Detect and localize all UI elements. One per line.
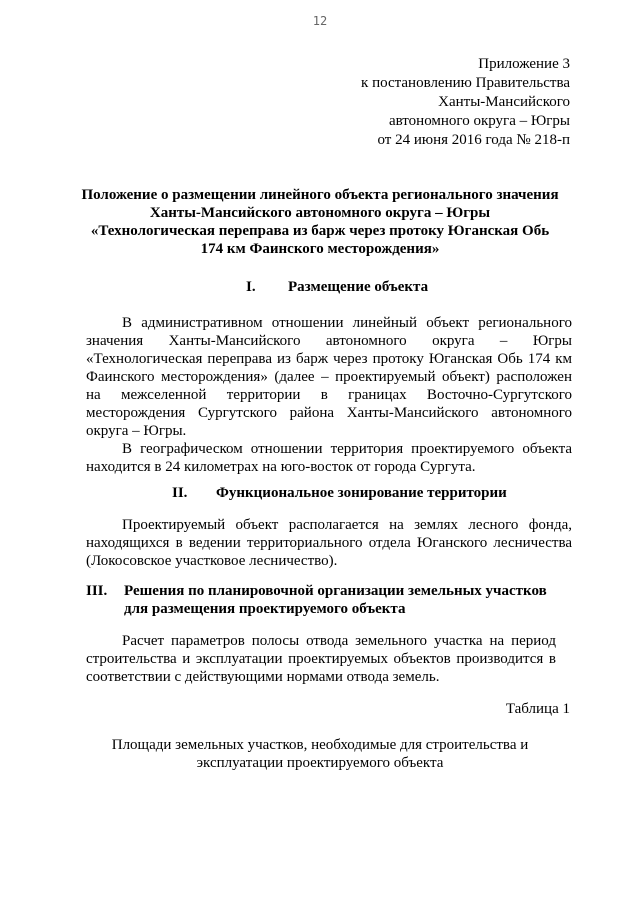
section-1-paragraph-2 xyxy=(86,440,572,476)
section-1-number: I. xyxy=(246,279,256,295)
title-line: 174 км Фаинского месторождения» xyxy=(200,241,440,257)
page-number: 12 xyxy=(312,14,328,28)
section-3-heading-continued xyxy=(124,600,405,618)
paragraph-line: Расчет параметров полосы отвода земельного участка на период xyxy=(122,633,556,649)
document-title xyxy=(60,186,580,258)
section-3-title-line-1: Решения по планировочной организации земельных участков xyxy=(124,583,547,599)
appendix-line: автономного округа – Югры xyxy=(388,113,570,129)
title-line: Положение о размещении линейного объекта регионального значения xyxy=(81,187,559,203)
section-3-heading xyxy=(86,582,547,600)
paragraph-line: (Локосовское участковое лесничество). xyxy=(86,553,338,569)
section-2-title: Функциональное зонирование территории xyxy=(216,485,507,501)
appendix-line: Ханты-Мансийского xyxy=(438,94,570,110)
paragraph-line: В географическом отношении территория проектируемого объекта xyxy=(122,441,572,457)
appendix-line: от 24 июня 2016 года № 218-п xyxy=(377,132,570,148)
section-2-paragraph-1 xyxy=(86,516,572,570)
title-line: Ханты-Мансийского автономного округа – Югры xyxy=(149,205,491,221)
paragraph-line: месторождения Сургутского района Ханты-Мансийского автономного xyxy=(86,405,572,421)
paragraph-line: строительства и эксплуатации проектируемых объектов производится в xyxy=(86,651,556,667)
paragraph-line: находящихся в ведении территориального отдела Юганского лесничества xyxy=(86,535,572,551)
table-caption-line: Площади земельных участков, необходимые для строительства и xyxy=(111,737,529,753)
appendix-line: к постановлению Правительства xyxy=(361,75,570,91)
section-1-heading xyxy=(246,278,428,296)
paragraph-line: В административном отношении линейный объект регионального xyxy=(122,315,572,331)
section-1-title: Размещение объекта xyxy=(288,279,429,295)
section-3-title-line-2: для размещения проектируемого объекта xyxy=(124,601,406,617)
appendix-line: Приложение 3 xyxy=(478,56,570,72)
section-2-number: II. xyxy=(172,485,188,501)
section-1-paragraph-1 xyxy=(86,314,572,440)
paragraph-line: соответствии с действующими нормами отвода земель. xyxy=(86,669,440,685)
table-caption xyxy=(60,736,580,772)
section-3-number: III. xyxy=(86,583,108,599)
paragraph-line: значения Ханты-Мансийского автономного округа – Югры xyxy=(86,333,572,349)
section-3-paragraph-1 xyxy=(86,632,556,686)
paragraph-line: на межселенной территории в границах Восточно-Сургутского xyxy=(86,387,572,403)
paragraph-line: Проектируемый объект располагается на землях лесного фонда, xyxy=(122,517,572,533)
paragraph-line: Фаинского месторождения» (далее – проектируемый объект) расположен xyxy=(86,369,572,385)
table-caption-line: эксплуатации проектируемого объекта xyxy=(196,755,444,771)
title-line: «Технологическая переправа из барж через протоку Юганская Обь xyxy=(90,223,550,239)
section-2-heading xyxy=(172,484,507,502)
paragraph-line: округа – Югры. xyxy=(86,423,187,439)
appendix-block xyxy=(361,55,570,150)
table-label: Таблица 1 xyxy=(505,701,570,717)
paragraph-line: «Технологическая переправа из барж через протоку Юганская Обь 174 км xyxy=(86,351,572,367)
paragraph-line: находится в 24 километрах на юго-восток от города Сургута. xyxy=(86,459,476,475)
